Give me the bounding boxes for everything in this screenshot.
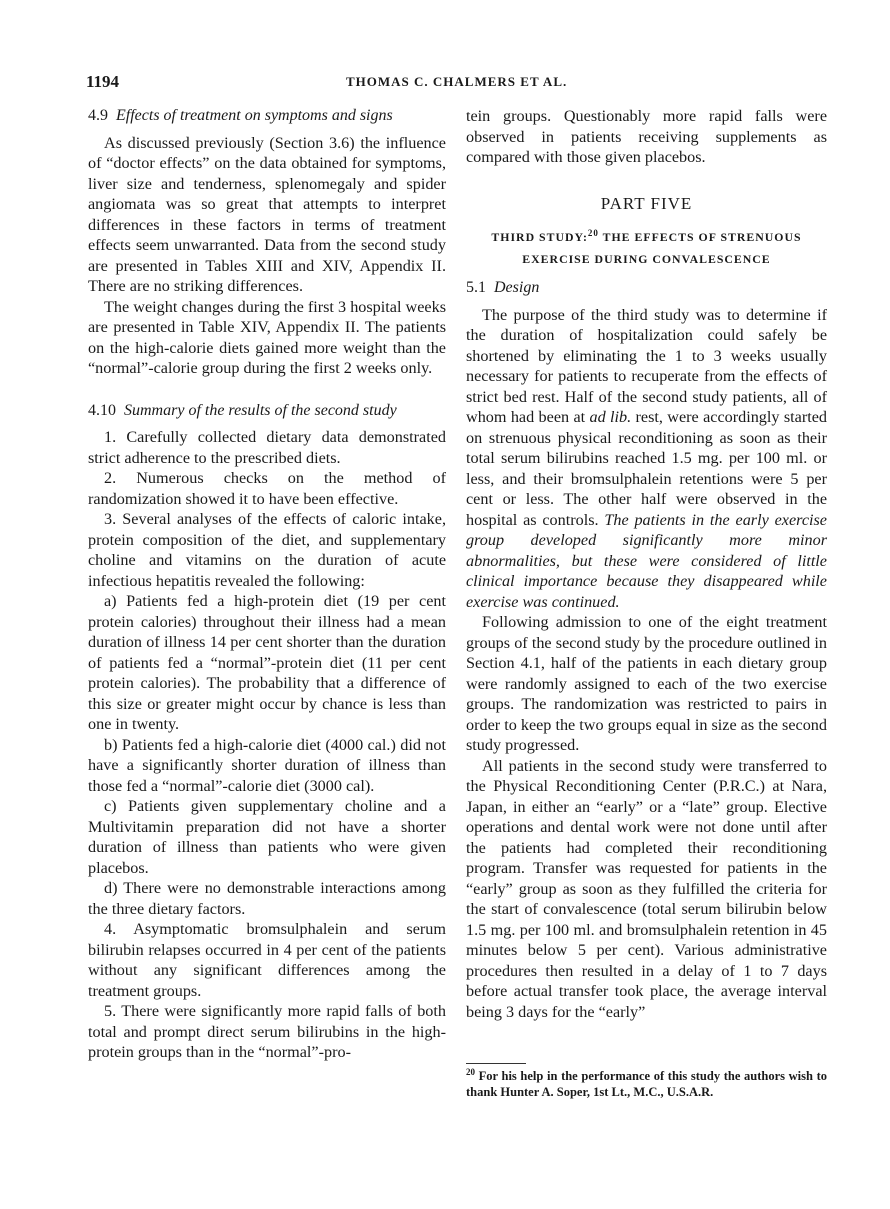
- part-title: PART FIVE: [600, 193, 693, 213]
- study-title-label: THIRD STUDY:: [491, 230, 588, 244]
- section-title: Summary of the results of the second study: [124, 401, 397, 419]
- paragraph: As discussed previously (Section 3.6) the influence of “doctor effects” on the data obtained for symptoms, liver size and tenderness, splenomegaly and spider angiomata was so great that attempts to interpret differences in these factors in terms of treatment effects seem unwarranted. Data from the second study are presented in Tables XIII and XIV, Appendix II. There are no striking differences.: [88, 133, 446, 295]
- page-header: [86, 72, 828, 94]
- footnote-marker: 20: [466, 1066, 475, 1077]
- paragraph: The weight changes during the first 3 hospital weeks are presented in Table XIV, Appendix II. The patients on the high-calorie diets gained more weight than the “normal”-calorie group during the first 2 weeks only.: [88, 297, 446, 377]
- paragraph: Following admission to one of the eight treatment groups of the second study by the procedure outlined in Section 4.1, half of the patients in each dietary group were randomly assigned to each of the two exercise groups. The randomization was restricted to pairs in order to keep the two groups equal in size as the second study progressed.: [466, 613, 827, 754]
- summary-item-3b: b) Patients fed a high-calorie diet (4000 cal.) did not have a significantly shorter duration of illness than those fed a “normal”-calorie diet (3000 cal).: [88, 735, 446, 795]
- paragraph: [466, 305, 827, 613]
- page-number: 1194: [86, 72, 120, 91]
- study-title: [466, 226, 827, 270]
- summary-item-3d: d) There were no demonstrable interactions among the three dietary factors.: [88, 879, 446, 918]
- text-run-italic: ad lib.: [589, 408, 632, 426]
- right-column: [466, 106, 827, 1022]
- paragraph: All patients in the second study were transferred to the Physical Reconditioning Center (P.R.C.) at Nara, Japan, in either an “early” or a “late” group. Elective operations and dental work were not done until after the patients had completed their reconditioning program. Transfer was requested for patients in the “early” group as soon as they fulfilled the criteria for the start of convalescence (total serum bilirubin below 1.5 mg. per 100 ml. and bromsulphalein retention in 45 minutes below 5 per cent). Various administrative procedures then resulted in a delay of 1 to 7 days before actual transfer took place, the average interval being 3 days for the “early”: [466, 756, 827, 1021]
- study-title-text: THE EFFECTS OF STRENUOUS EXERCISE DURING CONVALESCENCE: [522, 230, 802, 266]
- running-head: THOMAS C. CHALMERS ET AL.: [346, 74, 568, 89]
- footnote-ref: 20: [587, 228, 599, 239]
- left-column: [88, 106, 446, 1063]
- summary-item-4: 4. Asymptomatic bromsulphalein and serum bilirubin relapses occurred in 4 per cent of the patients without any significant differences among the treatment groups.: [88, 920, 446, 1000]
- paragraph-continued: tein groups. Questionably more rapid falls were observed in patients receiving supplements as compared with those given placebos.: [466, 107, 827, 166]
- summary-item-3: 3. Several analyses of the effects of caloric intake, protein composition of the diet, and supplementary choline and vitamins on the duration of acute infectious hepatitis revealed the following:: [88, 510, 446, 590]
- summary-item-3c: c) Patients given supplementary choline and a Multivitamin preparation did not have a shorter duration of illness than patients who were given placebos.: [88, 797, 446, 877]
- section-heading-5-1: [466, 278, 827, 299]
- section-heading-4-9: [88, 106, 446, 127]
- section-title: Design: [494, 279, 540, 296]
- summary-item-1: 1. Carefully collected dietary data demonstrated strict adherence to the prescribed diets.: [88, 428, 446, 467]
- summary-item-3a: a) Patients fed a high-protein diet (19 per cent protein calories) throughout their illness had a mean duration of illness 14 per cent shorter than the duration of patients fed a “normal”-protein diet (11 per cent protein calories). The probability that a difference of this size or greater might occur by chance is less than one in twenty.: [88, 592, 446, 733]
- section-heading-4-10: [88, 401, 446, 422]
- text-run: The purpose of the third study was to determine if the duration of hospitalization could safely be shortened by eliminating the 1 to 3 weeks usually necessary for patients to recuperate from the effects of strict bed rest. Half of the second study patients, all of whom had been at: [466, 305, 827, 426]
- summary-item-2: 2. Numerous checks on the method of randomization showed it to have been effective.: [88, 469, 446, 508]
- section-title: Effects of treatment on symptoms and signs: [116, 107, 393, 124]
- section-number: 4.9: [88, 107, 108, 124]
- summary-item-5: 5. There were significantly more rapid falls of both total and prompt direct serum bilirubins in the high-protein groups than in the “normal”-pro-: [88, 1002, 446, 1061]
- footnote: [466, 1068, 827, 1100]
- footnote-text: For his help in the performance of this study the authors wish to thank Hunter A. Soper, 1st Lt., M.C., U.S.A.R.: [466, 1069, 828, 1099]
- footnote-divider: [466, 1063, 526, 1064]
- emphasized-finding: The patients in the early exercise group developed significantly more minor abnormalities, but these were considered of little clinical importance because they disappeared while exercise was continued.: [466, 510, 827, 611]
- text-run: rest, were accordingly started on strenuous physical reconditioning as soon as their total serum bilirubins reached 1.5 mg. per 100 ml. or less, and their bromsulphalein retentions were 5 per cent or less. The other half were observed in the hospital as controls.: [466, 408, 827, 529]
- section-number: 4.10: [88, 401, 116, 419]
- section-number: 5.1: [466, 279, 486, 296]
